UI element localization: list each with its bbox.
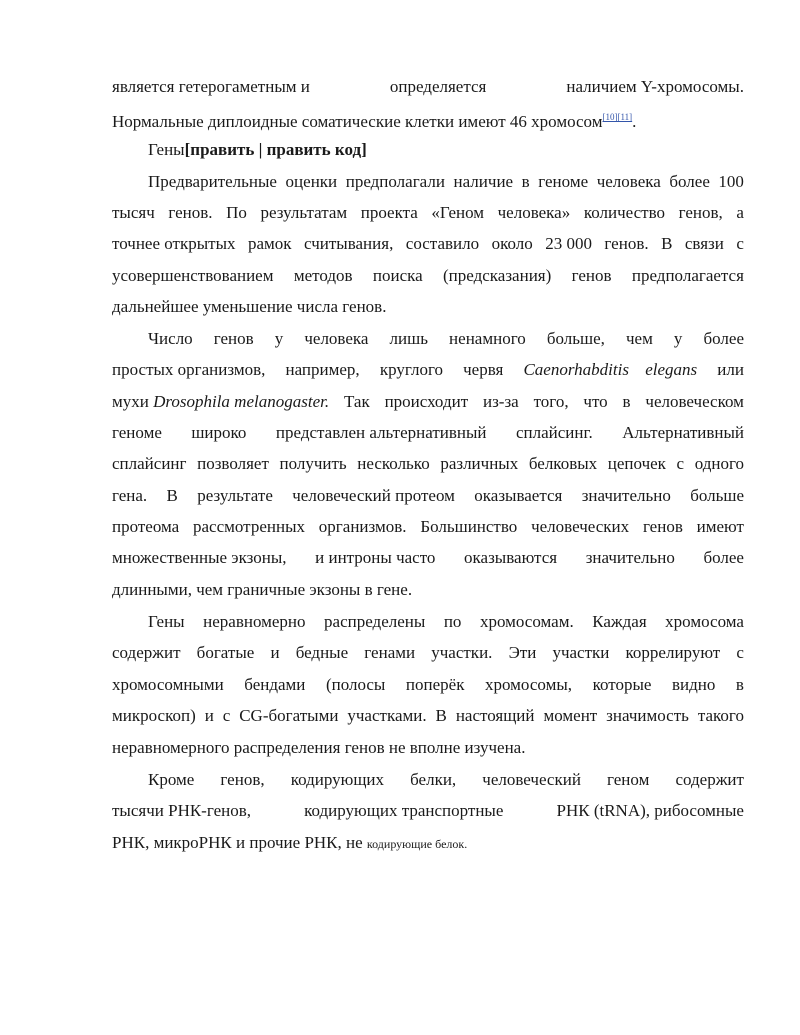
word: более <box>703 329 744 348</box>
word: рамок <box>247 234 292 253</box>
word: хромосома <box>665 612 744 631</box>
text-line <box>112 360 744 380</box>
word: в <box>735 675 744 694</box>
word: в <box>521 172 530 191</box>
word: неравномерно <box>203 612 306 631</box>
text-line <box>112 77 744 97</box>
text-line <box>112 643 744 663</box>
text-line <box>112 833 744 854</box>
word: участками. <box>347 706 427 725</box>
word: более <box>669 172 710 191</box>
word: происходит <box>384 392 469 411</box>
word: человеческий <box>482 770 581 789</box>
word: широко <box>191 423 247 442</box>
word: участки. <box>431 643 493 662</box>
section-heading <box>148 140 744 160</box>
text-line <box>112 675 744 695</box>
word: Предварительные <box>148 172 277 191</box>
word: например, <box>285 360 360 379</box>
word: около <box>491 234 533 253</box>
word: человека <box>596 172 661 191</box>
word: является гетерогаметным и <box>112 77 310 96</box>
sentence: РНК, микроРНК и прочие РНК, не <box>112 833 363 852</box>
word: наличием Y-хромосомы. <box>566 77 744 96</box>
small-text: кодирующие белок. <box>366 837 468 851</box>
text-line <box>112 107 744 132</box>
word: содержит <box>112 643 181 662</box>
word: с <box>736 643 744 662</box>
word: распределены <box>324 612 426 631</box>
word: из-за <box>482 392 519 411</box>
word: мухи <box>112 392 149 411</box>
word: в <box>622 392 631 411</box>
word: Большинство <box>420 517 518 536</box>
word: тысяч <box>112 203 155 222</box>
sentence: Нормальные диплоидные соматические клетки имеют 46 хромосом <box>112 112 603 131</box>
word: Число <box>148 329 193 348</box>
word: коррелируют <box>625 643 721 662</box>
word: богатые <box>196 643 255 662</box>
text-line <box>112 548 744 568</box>
word: более <box>703 548 744 567</box>
word: Каждая <box>592 612 647 631</box>
word: белковых <box>528 454 598 473</box>
word: больше <box>690 486 744 505</box>
text-line: неравномерного распределения генов не вполне изучена. <box>112 738 526 757</box>
word: генов <box>642 517 683 536</box>
word: 100 <box>718 172 744 191</box>
word: методов <box>293 266 353 285</box>
word: рассмотренных <box>193 517 305 536</box>
word: с <box>222 706 231 725</box>
word: момент <box>543 706 598 725</box>
word: червя <box>463 360 504 379</box>
word: составило <box>405 234 480 253</box>
word: генов, <box>220 770 265 789</box>
word: круглого <box>379 360 443 379</box>
text-line <box>112 706 744 726</box>
word: имеют <box>696 517 744 536</box>
text-line <box>148 770 744 790</box>
word: белки, <box>410 770 457 789</box>
citation-link[interactable]: [10][11] <box>602 112 633 122</box>
word: результатам <box>260 203 348 222</box>
word: значительно <box>585 548 675 567</box>
word: В <box>661 234 673 253</box>
word: и интроны часто <box>315 548 436 567</box>
text-line <box>112 266 744 286</box>
word: тысячи РНК-генов, <box>112 801 252 820</box>
word: считывания, <box>304 234 394 253</box>
word: Так <box>343 392 370 411</box>
text-line <box>112 454 744 474</box>
word: гена. <box>112 486 148 505</box>
word: хромосомными <box>112 675 224 694</box>
word: бедные <box>295 643 349 662</box>
word: Гены <box>148 612 185 631</box>
word: позволяет <box>197 454 269 473</box>
word: хромосомы, <box>485 675 573 694</box>
word: Эти <box>508 643 537 662</box>
word: лишь <box>389 329 428 348</box>
word: генов <box>213 329 254 348</box>
word: В <box>166 486 178 505</box>
word: наличие <box>453 172 514 191</box>
word: геном <box>607 770 650 789</box>
word: сплайсинг. <box>515 423 593 442</box>
word-group <box>112 392 329 412</box>
word: поиска <box>372 266 423 285</box>
word: (полосы <box>325 675 386 694</box>
word: ненамного <box>449 329 526 348</box>
word: сплайсинг <box>112 454 187 473</box>
edit-links[interactable]: [править | править код] <box>184 140 367 159</box>
word: настоящий <box>455 706 535 725</box>
word: оказывается <box>474 486 563 505</box>
text-line <box>148 329 744 349</box>
word: предполагается <box>631 266 744 285</box>
word: предполагали <box>345 172 445 191</box>
word: того, <box>533 392 569 411</box>
word: представлен альтернативный <box>275 423 487 442</box>
word: протеома <box>112 517 180 536</box>
word: генами <box>364 643 416 662</box>
species-name: Caenorhabditis elegans <box>523 360 698 379</box>
word: простых организмов, <box>112 360 266 379</box>
word: количество <box>583 203 665 222</box>
word: генов. <box>604 234 649 253</box>
text-line <box>112 486 744 506</box>
word: и <box>204 706 214 725</box>
word: геноме <box>112 423 162 442</box>
word: поперёк <box>405 675 465 694</box>
word: больше, <box>546 329 605 348</box>
word: содержит <box>675 770 744 789</box>
word: цепочек <box>607 454 666 473</box>
word: Альтернативный <box>622 423 744 442</box>
word: одного <box>694 454 744 473</box>
word: или <box>717 360 744 379</box>
word: различных <box>440 454 519 473</box>
word: что <box>583 392 608 411</box>
word: получить <box>279 454 347 473</box>
word: с <box>676 454 685 473</box>
word: значимость <box>606 706 689 725</box>
word: оценки <box>285 172 338 191</box>
word: CG-богатыми <box>239 706 339 725</box>
word: значительно <box>581 486 671 505</box>
word: человеческом <box>645 392 744 411</box>
word: связи <box>684 234 724 253</box>
word: генов. <box>168 203 213 222</box>
word: хромосомам. <box>479 612 574 631</box>
text-line <box>112 423 744 443</box>
species-name: Drosophila melanogaster. <box>153 392 330 411</box>
word: чем <box>625 329 653 348</box>
word: определяется <box>389 77 487 96</box>
word: генов <box>571 266 612 285</box>
word: организмов. <box>318 517 407 536</box>
word: у <box>274 329 284 348</box>
word: человеческих <box>531 517 630 536</box>
word: а <box>736 203 744 222</box>
word: проекта <box>360 203 418 222</box>
text-line <box>148 172 744 192</box>
word: бендами <box>244 675 306 694</box>
text-line <box>112 203 744 223</box>
word: Кроме <box>148 770 195 789</box>
word: По <box>226 203 247 222</box>
word: человека <box>304 329 369 348</box>
word: микроскоп) <box>112 706 196 725</box>
period: . <box>632 112 637 131</box>
text-line <box>112 392 744 412</box>
word: человеческий протеом <box>292 486 455 505</box>
text-line: длинными, чем граничные экзоны в гене. <box>112 580 413 599</box>
word: у <box>673 329 683 348</box>
word: геноме <box>538 172 589 191</box>
text-line: дальнейшее уменьшение числа генов. <box>112 297 387 316</box>
word: с <box>736 234 744 253</box>
word: оказываются <box>464 548 558 567</box>
word: несколько <box>357 454 430 473</box>
word: В <box>435 706 447 725</box>
word: кодирующих транспортные <box>304 801 504 820</box>
word: (предсказания) <box>443 266 552 285</box>
word: множественные экзоны, <box>112 548 287 567</box>
word: кодирующих <box>290 770 385 789</box>
text-line <box>112 801 744 821</box>
word: усовершенствованием <box>112 266 274 285</box>
word: 23 000 <box>545 234 592 253</box>
word: точнее открытых <box>112 234 236 253</box>
word: человека» <box>497 203 571 222</box>
word: по <box>443 612 462 631</box>
word: видно <box>671 675 716 694</box>
word: которые <box>592 675 652 694</box>
word: участки <box>552 643 610 662</box>
text-line <box>148 612 744 632</box>
word: такого <box>697 706 744 725</box>
heading-title: Гены <box>148 140 185 159</box>
text-line <box>112 234 744 254</box>
word: «Геном <box>431 203 485 222</box>
word: генов, <box>678 203 723 222</box>
word: результате <box>197 486 273 505</box>
word: и <box>270 643 280 662</box>
word: РНК (tRNA), рибосомные <box>556 801 744 820</box>
text-line <box>112 517 744 537</box>
